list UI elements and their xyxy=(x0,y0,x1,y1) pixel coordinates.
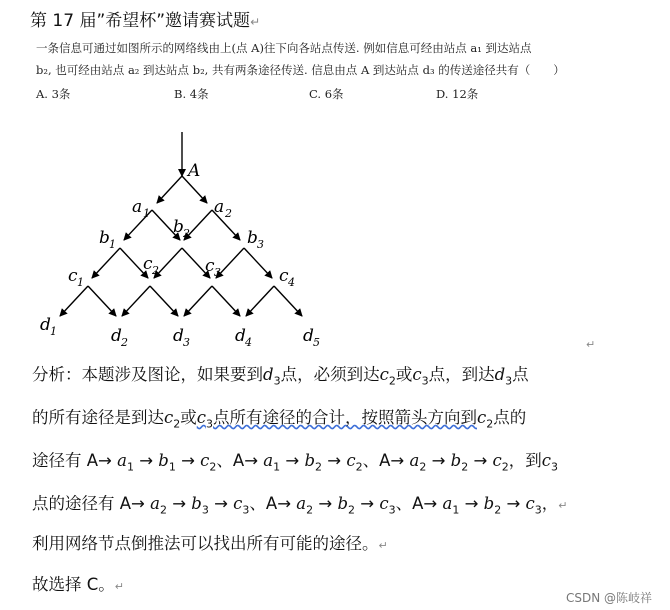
analysis-line-4: 点的途径有 $A\to a_2 \to b_3 \to c_3$、$A\to a_2 \to b_2 \to c_3$、$A\to a_1 \to b_2 \to c_3$，↵ xyxy=(32,494,568,517)
node-b2: b xyxy=(173,217,184,237)
node-d4: d xyxy=(235,326,246,346)
node-c3: c xyxy=(205,256,215,276)
svg-text:3: 3 xyxy=(257,238,264,251)
node-d3: d xyxy=(173,326,184,346)
question-line-1: 一条信息可通过如图所示的网络线由上(点 A)往下向各站点传送. 例如信息可经由站点 a₁ 到达站点 xyxy=(36,41,532,55)
node-d2: d xyxy=(111,326,122,346)
node-A: A xyxy=(188,161,201,181)
question-line-2: b₂, 也可经由站点 a₂ 到达站点 b₂, 共有两条途径传送. 信息由点 A 到达站点 d₃ 的传送途径共有（ ） xyxy=(36,63,565,77)
node-d5: d xyxy=(303,326,314,346)
node-c4: c xyxy=(279,266,289,286)
edge-c1-d2 xyxy=(88,286,116,316)
svg-text:4: 4 xyxy=(288,276,295,289)
edge-c4-d5 xyxy=(274,286,302,316)
edge-c4-d4 xyxy=(246,286,274,316)
svg-text:1: 1 xyxy=(77,276,84,289)
edge-c3-d3 xyxy=(184,286,212,316)
edge-b3-c4 xyxy=(244,248,272,278)
svg-text:1: 1 xyxy=(50,325,57,338)
edge-c1-d1 xyxy=(60,286,88,316)
analysis-line-2: 的所有途径是到达$c_2$或$c_3$点所有途径的合计，按照箭头方向到$c_2$点的 xyxy=(32,408,527,431)
svg-text:1: 1 xyxy=(109,238,116,251)
svg-text:2: 2 xyxy=(152,264,159,277)
edge-c3-d4 xyxy=(212,286,240,316)
edge-A-a1 xyxy=(157,176,182,203)
svg-text:2: 2 xyxy=(183,227,190,240)
watermark: CSDN @陈岐祥 xyxy=(565,591,652,605)
analysis-line-6: 故选择 C。↵ xyxy=(32,575,124,594)
edge-c2-d2 xyxy=(122,286,150,316)
page-title: 第 17 届”希望杯”邀请赛试题↵ xyxy=(30,11,261,31)
return-mark: ↵ xyxy=(586,338,596,351)
option-a: A. 3条 xyxy=(36,87,71,101)
node-c1: c xyxy=(68,266,78,286)
svg-text:2: 2 xyxy=(121,336,128,349)
analysis-line-3: 途径有 $A\to a_1 \to b_1 \to c_2$、$A\to a_1 \to b_2 \to c_2$、$A\to a_2 \to b_2 \to c_2$，到$c_3$ xyxy=(32,451,559,474)
svg-text:5: 5 xyxy=(313,336,320,349)
node-a2: a xyxy=(214,197,225,217)
analysis-line-5: 利用网络节点倒推法可以找出所有可能的途径。↵ xyxy=(32,534,388,553)
edge-b1-c1 xyxy=(92,248,120,278)
svg-text:3: 3 xyxy=(183,336,190,349)
svg-text:4: 4 xyxy=(245,336,252,349)
svg-text:2: 2 xyxy=(225,207,232,220)
node-c2: c xyxy=(143,254,153,274)
option-c: C. 6条 xyxy=(309,87,344,101)
option-d: D. 12条 xyxy=(436,87,479,101)
svg-text:1: 1 xyxy=(143,207,150,220)
node-d1: d xyxy=(40,315,51,335)
node-a1: a xyxy=(132,197,143,217)
edge-c2-d3 xyxy=(150,286,178,316)
option-b: B. 4条 xyxy=(174,87,209,101)
node-b1: b xyxy=(99,228,110,248)
node-b3: b xyxy=(247,228,258,248)
svg-text:3: 3 xyxy=(214,266,221,279)
analysis-line-1: 分析：本题涉及图论，如果要到$d_3$点，必须到达$c_2$或$c_3$点，到达$d_3$点 xyxy=(32,365,529,388)
